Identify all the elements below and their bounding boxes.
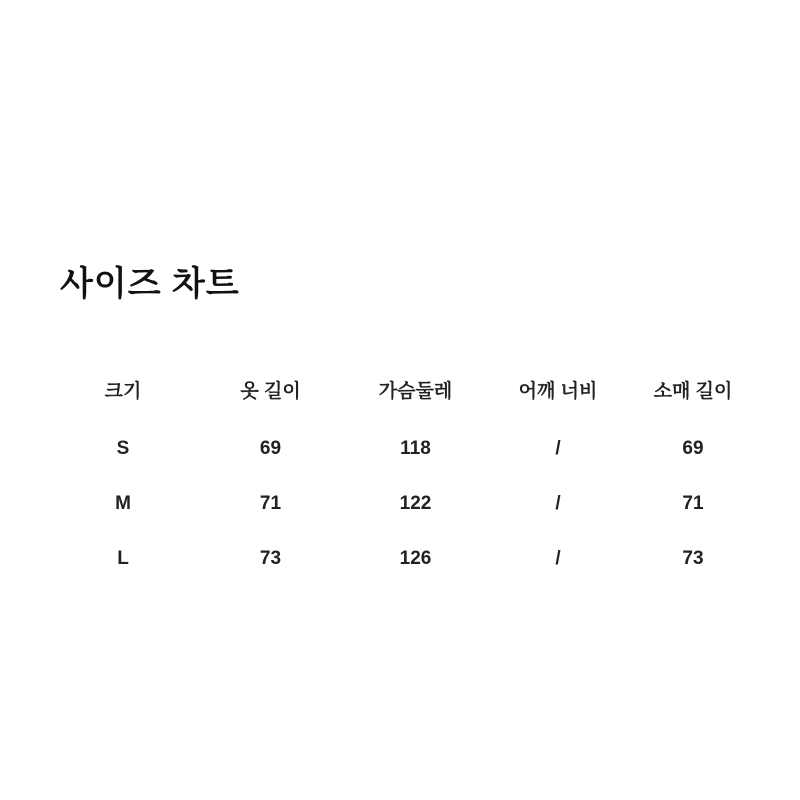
cell-chest: 126 xyxy=(399,547,432,569)
column-header-size: 크기 xyxy=(104,381,142,402)
cell-length: 73 xyxy=(259,547,282,569)
table-row xyxy=(48,476,758,531)
size-chart-table xyxy=(48,362,758,586)
cell-size: S xyxy=(116,437,130,459)
cell-shoulder: / xyxy=(555,437,561,459)
cell-length: 71 xyxy=(259,492,282,514)
cell-chest: 122 xyxy=(399,492,432,514)
table-row xyxy=(48,421,758,476)
column-header-length: 옷 길이 xyxy=(240,381,301,402)
page-title: 사이즈 차트 xyxy=(60,265,240,303)
cell-length: 69 xyxy=(259,437,282,459)
cell-shoulder: / xyxy=(555,492,561,514)
column-header-chest: 가슴둘레 xyxy=(378,381,453,402)
table-row xyxy=(48,531,758,586)
cell-chest: 118 xyxy=(400,437,431,459)
cell-shoulder: / xyxy=(555,547,561,569)
cell-sleeve: 73 xyxy=(682,547,704,569)
column-header-sleeve: 소매 길이 xyxy=(653,381,733,402)
cell-size: L xyxy=(117,547,129,569)
cell-size: M xyxy=(115,492,131,514)
cell-sleeve: 71 xyxy=(682,492,704,514)
cell-sleeve: 69 xyxy=(682,437,704,459)
column-header-shoulder: 어깨 너비 xyxy=(518,381,598,402)
table-header-row xyxy=(48,362,758,421)
